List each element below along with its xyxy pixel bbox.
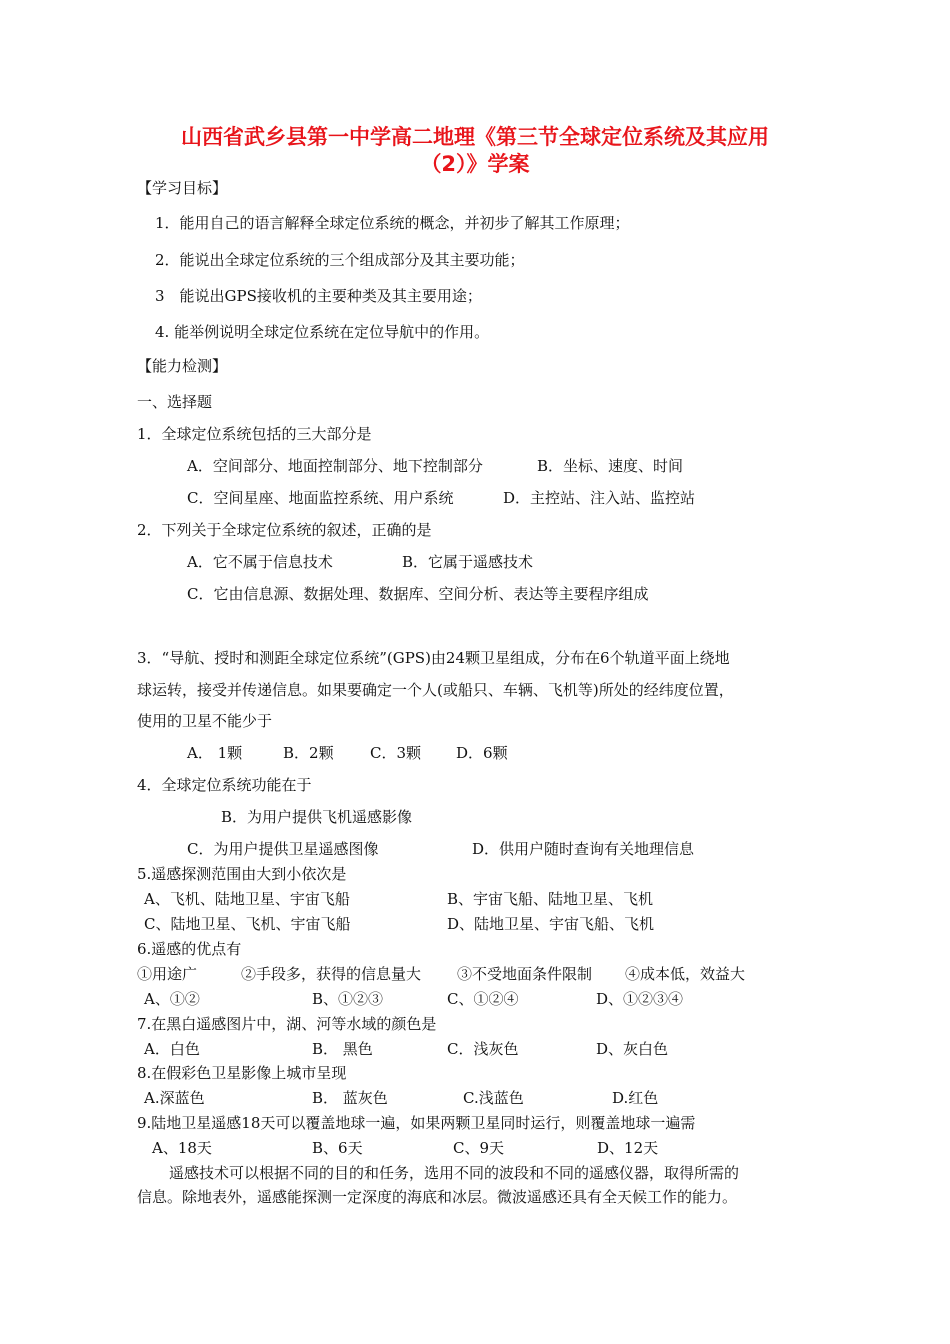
q6-option-a: A、①②	[144, 990, 200, 1008]
q4-option-b: B．为用户提供飞机遥感影像	[221, 808, 413, 826]
q3-stem-line3: 使用的卫星不能少于	[137, 712, 273, 730]
objectives-header: 【学习目标】	[137, 179, 228, 197]
q3-stem-line2: 球运转，接受并传递信息。如果要确定一个人(或船只、车辆、飞机等)所处的经纬度位置，	[137, 681, 734, 699]
q2-option-a: A．它不属于信息技术	[187, 553, 333, 571]
q6-option-d: D、①②③④	[596, 990, 684, 1008]
q6-option-c: C、①②④	[447, 990, 519, 1008]
q1-option-c: C．空间星座、地面监控系统、用户系统	[187, 489, 454, 507]
q8-option-b: B． 蓝灰色	[312, 1089, 388, 1107]
q8-option-c: C.浅蓝色	[463, 1089, 524, 1107]
q4-option-d: D．供用户随时查询有关地理信息	[472, 840, 695, 858]
q9-stem: 9.陆地卫星遥感18天可以覆盖地球一遍，如果两颗卫星同时运行，则覆盖地球一遍需	[137, 1114, 696, 1132]
objective-item-1: 1．能用自己的语言解释全球定位系统的概念，并初步了解其工作原理；	[155, 214, 630, 232]
q7-option-a: A．白色	[144, 1040, 200, 1058]
q1-stem: 1．全球定位系统包括的三大部分是	[137, 425, 372, 443]
q6-option-b: B、①②③	[312, 990, 384, 1008]
q7-option-c: C．浅灰色	[447, 1040, 519, 1058]
q6-statement-1: ①用途广	[137, 965, 198, 983]
objective-item-3: 3 能说出GPS接收机的主要种类及其主要用途；	[155, 287, 482, 305]
q1-option-a: A．空间部分、地面控制部分、地下控制部分	[187, 457, 483, 475]
q3-stem-line1: 3．“导航、授时和测距全球定位系统”(GPS)由24颗卫星组成，分布在6个轨道平面上绕地	[137, 649, 730, 667]
section-heading: 一、选择题	[137, 393, 213, 411]
objective-item-2: 2．能说出全球定位系统的三个组成部分及其主要功能；	[155, 251, 525, 269]
q8-option-a: A.深蓝色	[144, 1089, 205, 1107]
q3-option-d: D．6颗	[456, 744, 508, 762]
q5-option-c: C、陆地卫星、飞机、宇宙飞船	[144, 915, 351, 933]
q1-option-b: B．坐标、速度、时间	[537, 457, 684, 475]
q8-stem: 8.在假彩色卫星影像上城市呈现	[137, 1064, 347, 1082]
q5-option-b: B、宇宙飞船、陆地卫星、飞机	[447, 890, 654, 908]
q3-option-b: B．2颗	[283, 744, 334, 762]
q3-option-c: C．3颗	[370, 744, 422, 762]
q3-option-a: A． 1颗	[187, 744, 243, 762]
q2-option-b: B．它属于遥感技术	[402, 553, 534, 571]
q7-stem: 7.在黑白遥感图片中，湖、河等水域的颜色是	[137, 1015, 437, 1033]
q7-option-b: B． 黑色	[312, 1040, 373, 1058]
q6-stem: 6.遥感的优点有	[137, 940, 242, 958]
q7-option-d: D、灰白色	[596, 1040, 669, 1058]
q2-option-c: C．它由信息源、数据处理、数据库、空间分析、表达等主要程序组成	[187, 585, 649, 603]
closing-paragraph-line2: 信息。除地表外，遥感能探测一定深度的海底和冰层。微波遥感还具有全天候工作的能力。	[137, 1188, 738, 1206]
ability-header: 【能力检测】	[137, 357, 228, 375]
closing-paragraph-line1: 遥感技术可以根据不同的目的和任务，选用不同的波段和不同的遥感仪器，取得所需的	[169, 1164, 740, 1182]
doc-title-line2: （2）》学案	[420, 152, 530, 176]
q5-option-d: D、陆地卫星、宇宙飞船、飞机	[447, 915, 655, 933]
q9-option-b: B、6天	[312, 1139, 363, 1157]
q9-option-c: C、9天	[453, 1139, 505, 1157]
q4-stem: 4．全球定位系统功能在于	[137, 776, 312, 794]
doc-title-line1: 山西省武乡县第一中学高二地理《第三节全球定位系统及其应用	[181, 125, 769, 149]
q6-statement-2: ②手段多，获得的信息量大	[241, 965, 422, 983]
q5-option-a: A、飞机、陆地卫星、宇宙飞船	[144, 890, 350, 908]
q9-option-d: D、12天	[597, 1139, 659, 1157]
q6-statement-3: ③不受地面条件限制	[457, 965, 593, 983]
q1-option-d: D．主控站、注入站、监控站	[503, 489, 696, 507]
q8-option-d: D.红色	[612, 1089, 659, 1107]
objective-item-4: 4. 能举例说明全球定位系统在定位导航中的作用。	[155, 323, 490, 341]
q6-statement-4: ④成本低，效益大	[625, 965, 746, 983]
q5-stem: 5.遥感探测范围由大到小依次是	[137, 865, 347, 883]
q4-option-c: C．为用户提供卫星遥感图像	[187, 840, 379, 858]
q2-stem: 2．下列关于全球定位系统的叙述，正确的是	[137, 521, 432, 539]
q9-option-a: A、18天	[152, 1139, 212, 1157]
